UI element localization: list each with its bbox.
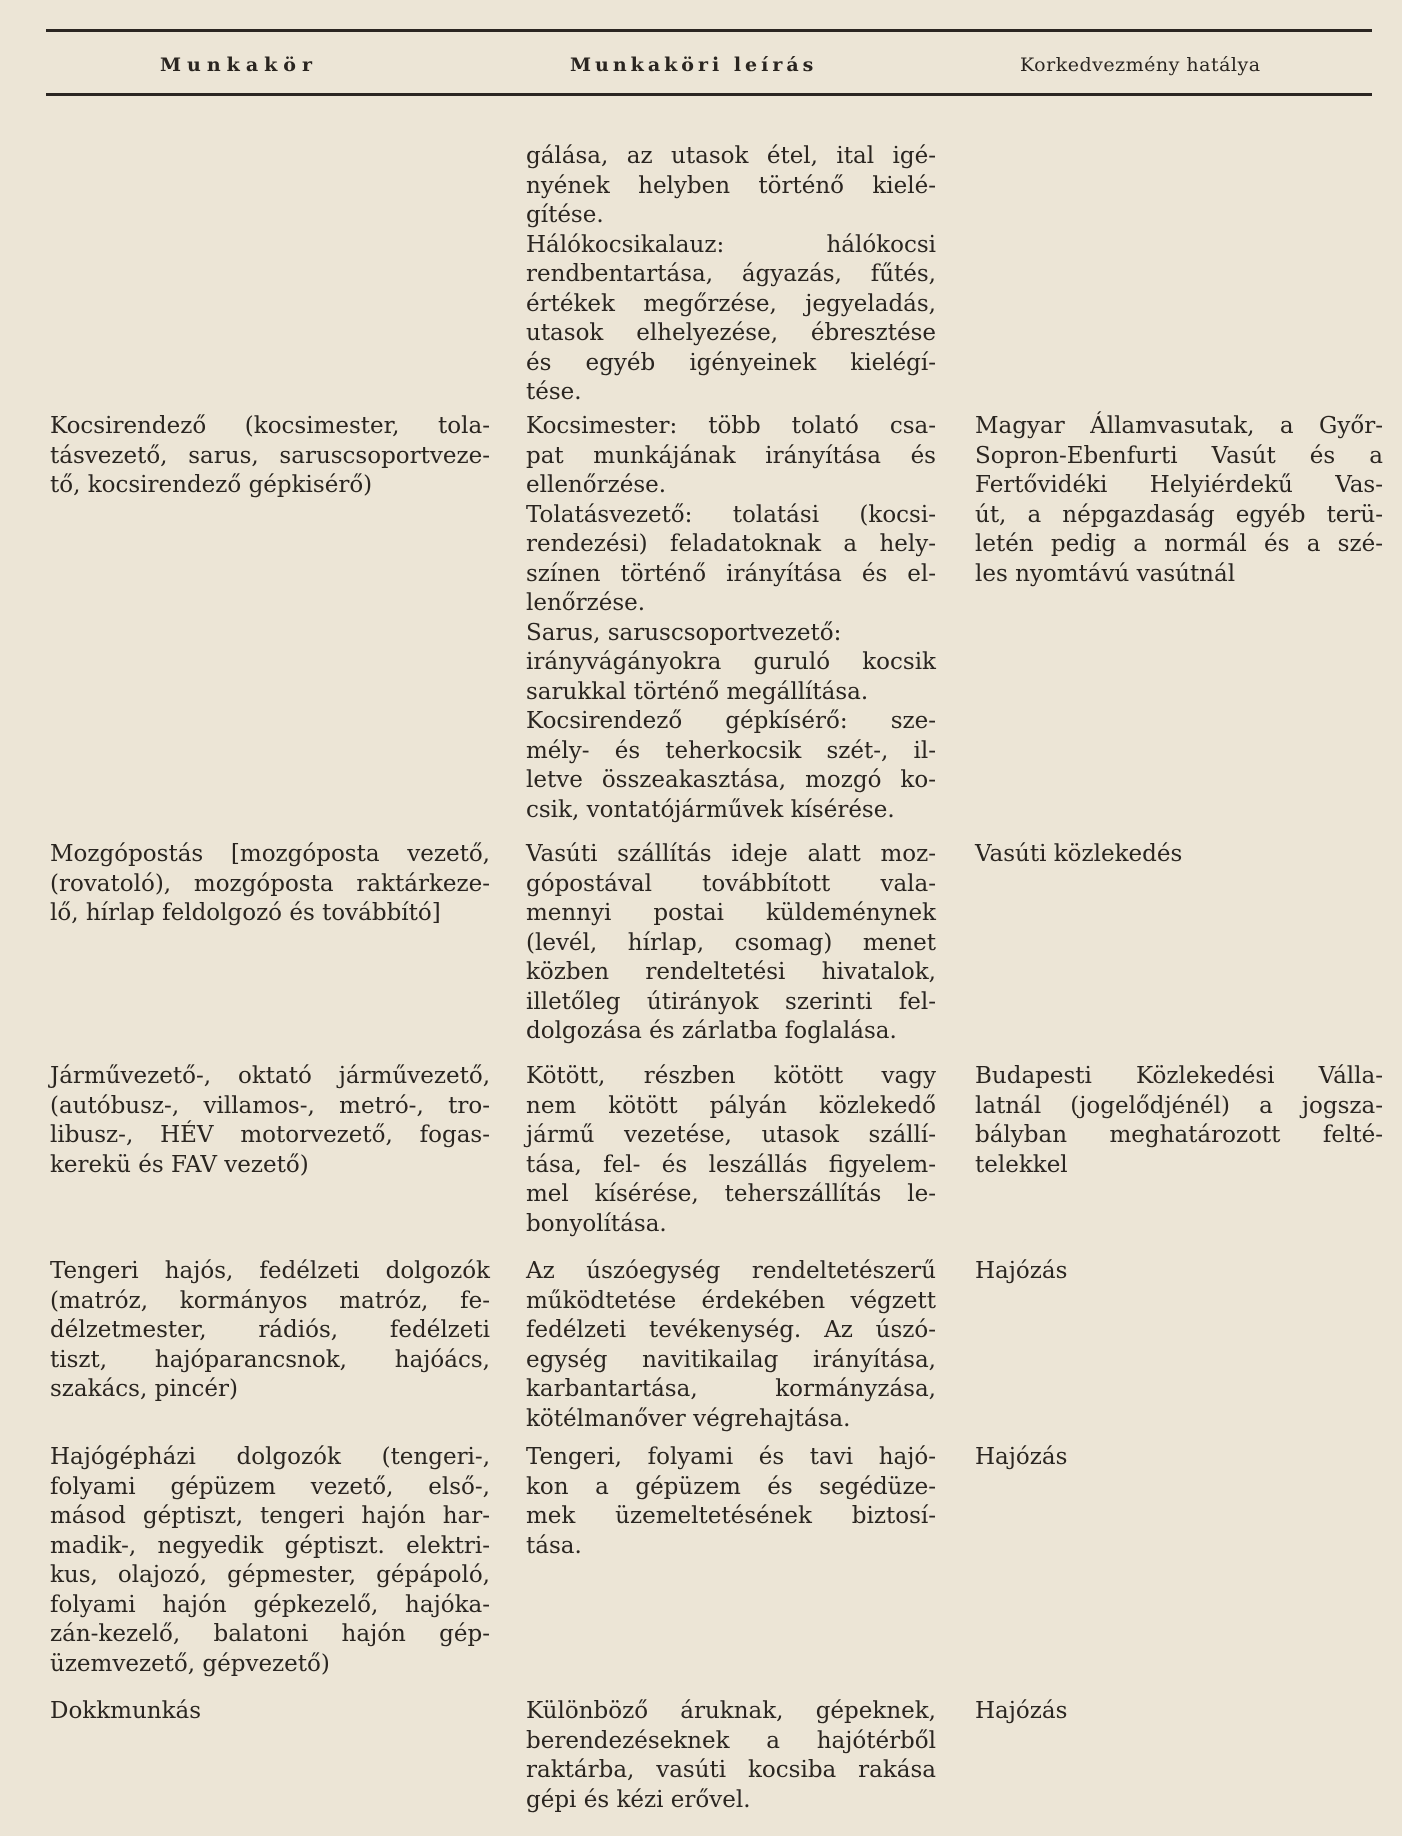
text-line: mel kísérése, teherszállítás le-: [526, 1181, 936, 1207]
text-line: tiszt, hajóparancsnok, hajóács,: [50, 1346, 490, 1373]
text-line: Dokkmunkás: [50, 1698, 202, 1724]
text-line: fedélzeti tevékenység. Az úszó-: [526, 1317, 936, 1343]
text-line: irányvágányokra guruló kocsik: [526, 649, 936, 675]
header-description: Munkaköri leírás: [570, 54, 818, 76]
benefit-scope-cell: [975, 1062, 1383, 1180]
job-description-cell: [526, 1257, 936, 1434]
text-line: és egyéb igényeinek kielégí-: [526, 349, 936, 376]
text-line: Magyar Államvasutak, a Győr-: [975, 413, 1383, 439]
benefit-scope-cell: [975, 1443, 1383, 1473]
text-line: kon a gépüzem és segédüze-: [526, 1473, 936, 1500]
text-line: telekkel: [975, 1151, 1068, 1178]
text-line: utasok elhelyezése, ébresztése: [526, 320, 936, 346]
job-title-cell: [50, 1443, 490, 1679]
text-line: illetőleg útirányok szerinti fel-: [526, 988, 936, 1015]
text-line: Tolatásvezető: tolatási (kocsi-: [526, 501, 936, 528]
text-line: gálása, az utasok étel, ital igé-: [526, 143, 936, 169]
text-line: libusz-, HÉV motorvezető, fogas-: [50, 1122, 490, 1148]
text-line: tése.: [526, 379, 582, 405]
header-job: Munkakör: [160, 54, 318, 76]
text-line: gópostával továbbított vala-: [526, 870, 936, 897]
text-line: (levél, hírlap, csomag) menet: [526, 929, 936, 956]
text-line: Különböző áruknak, gépeknek,: [526, 1698, 936, 1724]
text-line: rendbentartása, ágyazás, fűtés,: [526, 261, 936, 287]
text-line: Mozgópostás [mozgóposta vezető,: [50, 841, 490, 867]
text-line: folyami hajón gépkezelő, hajóka-: [50, 1591, 490, 1618]
text-line: üzemvezető, gépvezető): [50, 1650, 330, 1677]
text-line: Sopron-Ebenfurti Vasút és a: [975, 442, 1383, 469]
text-line: pat munkájának irányítása és: [526, 442, 936, 469]
job-description-cell: [526, 142, 936, 408]
benefit-scope-cell: [975, 1257, 1383, 1287]
text-line: nyének helyben történő kielé-: [526, 172, 936, 199]
text-line: kus, olajozó, gépmester, gépápoló,: [50, 1562, 490, 1588]
job-description-cell: [526, 1062, 936, 1239]
text-line: értékek megőrzése, jegyeladás,: [526, 290, 936, 317]
text-line: madik-, negyedik géptiszt. elektri-: [50, 1532, 490, 1559]
job-title-cell: [50, 412, 490, 501]
text-line: Budapesti Közlekedési Válla-: [975, 1063, 1383, 1089]
job-description-cell: [526, 1443, 936, 1561]
text-line: rendezési) feladatoknak a hely-: [526, 531, 936, 557]
text-line: Tengeri, folyami és tavi hajó-: [526, 1444, 936, 1470]
text-line: mély- és teherkocsik szét-, il-: [526, 737, 936, 764]
text-line: jármű vezetése, utasok szállí-: [526, 1122, 936, 1148]
text-line: Hajózás: [975, 1258, 1068, 1284]
text-line: lő, hírlap feldolgozó és továbbító]: [50, 900, 441, 926]
text-line: Fertővidéki Helyiérdekű Vas-: [975, 472, 1383, 498]
text-line: Kocsirendező (kocsimester, tola-: [50, 413, 490, 439]
text-line: latnál (jogelődjénél) a jogsza-: [975, 1092, 1383, 1119]
text-line: letén pedig a normál és a szé-: [975, 531, 1383, 557]
text-line: karbantartása, kormányzása,: [526, 1376, 936, 1402]
text-line: Kötött, részben kötött vagy: [526, 1063, 936, 1089]
text-line: Vasúti közlekedés: [975, 841, 1183, 867]
text-line: színen történő irányítása és el-: [526, 560, 936, 587]
text-line: mek üzemeltetésének biztosí-: [526, 1503, 936, 1529]
text-line: közben rendeltetési hivatalok,: [526, 959, 936, 985]
text-line: egység navitikailag irányítása,: [526, 1346, 936, 1373]
text-line: tásvezető, sarus, saruscsoportveze-: [50, 442, 490, 469]
job-description-cell: [526, 840, 936, 1047]
text-line: Járművezető-, oktató járművezető,: [50, 1063, 490, 1089]
job-title-cell: [50, 840, 490, 929]
text-line: Hajógépházi dolgozók (tengeri-,: [50, 1444, 490, 1470]
text-line: délzetmester, rádiós, fedélzeti: [50, 1317, 490, 1343]
text-line: gépi és kézi erővel.: [526, 1786, 751, 1813]
job-title-cell: [50, 1257, 490, 1405]
text-line: Tengeri hajós, fedélzeti dolgozók: [50, 1258, 490, 1284]
text-line: út, a népgazdaság egyéb terü-: [975, 501, 1383, 528]
text-line: raktárba, vasúti kocsiba rakása: [526, 1757, 936, 1783]
text-line: nem kötött pályán közlekedő: [526, 1092, 936, 1119]
benefit-scope-cell: [975, 840, 1383, 870]
text-line: Hajózás: [975, 1444, 1068, 1470]
job-description-cell: [526, 1697, 936, 1815]
header-scope: Korkedvezmény hatálya: [1020, 54, 1261, 76]
text-line: les nyomtávú vasútnál: [975, 560, 1236, 587]
text-line: berendezéseknek a hajótérből: [526, 1727, 936, 1754]
text-line: Hálókocsikalauz: hálókocsi: [526, 231, 936, 258]
text-line: bályban meghatározott felté-: [975, 1122, 1383, 1148]
text-line: tő, kocsirendező gépkisérő): [50, 472, 373, 498]
text-line: másod géptiszt, tengeri hajón har-: [50, 1503, 490, 1529]
text-line: dolgozása és zárlatba foglalása.: [526, 1018, 897, 1044]
text-line: (rovatoló), mozgóposta raktárkeze-: [50, 870, 490, 897]
text-line: bonyolítása.: [526, 1210, 667, 1237]
text-line: gítése.: [526, 202, 604, 228]
text-line: Kocsimester: több tolató csa-: [526, 413, 936, 439]
text-line: ellenőrzése.: [526, 472, 667, 498]
text-line: zán-kezelő, balatoni hajón gép-: [50, 1621, 490, 1647]
text-line: tása, fel- és leszállás figyelem-: [526, 1151, 936, 1178]
job-title-cell: [50, 1697, 490, 1727]
text-line: Sarus, saruscsoportvezető:: [526, 619, 842, 646]
text-line: mennyi postai küldeménynek: [526, 900, 936, 926]
benefit-scope-cell: [975, 1697, 1383, 1727]
text-line: Az úszóegység rendeltetészerű: [526, 1258, 936, 1284]
text-line: csik, vontatójárművek kísérése.: [526, 796, 895, 823]
text-line: kötélmanőver végrehajtása.: [526, 1405, 851, 1432]
text-line: letve összeakasztása, mozgó ko-: [526, 767, 936, 793]
text-line: Vasúti szállítás ideje alatt moz-: [526, 841, 936, 867]
text-line: folyami gépüzem vezető, első-,: [50, 1473, 490, 1500]
benefit-scope-cell: [975, 412, 1383, 589]
text-line: működtetése érdekében végzett: [526, 1287, 936, 1314]
header-rule: [46, 93, 1372, 96]
text-line: (matróz, kormányos matróz, fe-: [50, 1287, 490, 1314]
text-line: kerekü és FAV vezető): [50, 1151, 309, 1178]
text-line: (autóbusz-, villamos-, metró-, tro-: [50, 1092, 490, 1119]
job-description-cell: [526, 412, 936, 825]
text-line: tása.: [526, 1532, 582, 1559]
top-rule: [46, 29, 1372, 32]
text-line: szakács, pincér): [50, 1376, 238, 1402]
text-line: Kocsirendező gépkísérő: sze-: [526, 708, 936, 734]
text-line: lenőrzése.: [526, 590, 646, 616]
text-line: Hajózás: [975, 1698, 1068, 1724]
text-line: sarukkal történő megállítása.: [526, 678, 869, 705]
job-title-cell: [50, 1062, 490, 1180]
